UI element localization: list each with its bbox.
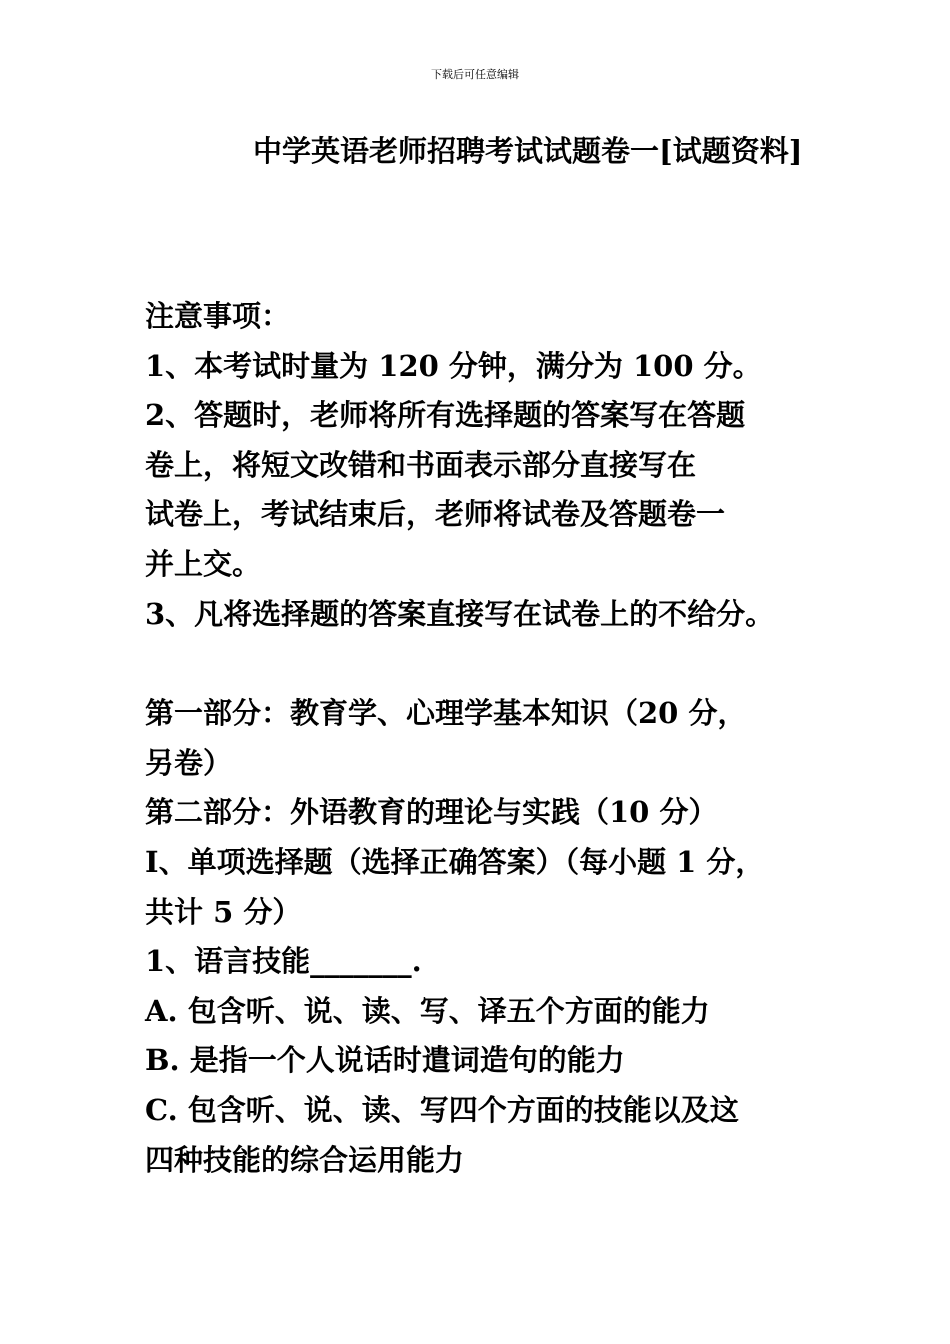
question-1-option-a: A. 包含听、说、读、写、译五个方面的能力 — [145, 993, 710, 1028]
notice-item-2-line-1: 2、答题时，老师将所有选择题的答案写在答题 — [145, 398, 746, 433]
question-1-option-b: B. 是指一个人说话时遣词造句的能力 — [145, 1043, 625, 1078]
spacer — [145, 176, 835, 292]
spacer — [145, 639, 835, 689]
part-1-heading-line-1: 第一部分：教育学、心理学基本知识（20 分， — [145, 696, 747, 731]
notice-item-3: 3、凡将选择题的答案直接写在试卷上的不给分。 — [145, 596, 775, 631]
question-1-option-c-line-1: C. 包含听、说、读、写四个方面的技能以及这 — [145, 1092, 739, 1127]
question-1-stem: 1、语言技能_______. — [145, 944, 422, 979]
notice-item-2-line-2: 卷上，将短文改错和书面表示部分直接写在 — [145, 447, 697, 482]
section-1-heading-line-1: I、单项选择题（选择正确答案）（每小题 1 分， — [145, 844, 765, 879]
header-note: 下载后可任意编辑 — [431, 68, 519, 81]
part-2-heading: 第二部分：外语教育的理论与实践（10 分） — [145, 795, 718, 830]
notice-item-2-line-3: 试卷上，考试结束后，老师将试卷及答题卷一 — [145, 497, 726, 532]
question-1-option-c-line-2: 四种技能的综合运用能力 — [145, 1142, 465, 1177]
section-1-heading-line-2: 共计 5 分） — [145, 894, 302, 929]
notice-item-1: 1、本考试时量为 120 分钟，满分为 100 分。 — [145, 348, 762, 383]
notice-heading: 注意事项： — [145, 299, 291, 333]
document-body — [145, 127, 835, 1185]
page-title: 中学英语老师招聘考试试题卷一[试题资料] — [253, 134, 803, 168]
notice-item-2-line-4: 并上交。 — [145, 546, 262, 581]
part-1-heading-line-2: 另卷） — [145, 745, 233, 780]
